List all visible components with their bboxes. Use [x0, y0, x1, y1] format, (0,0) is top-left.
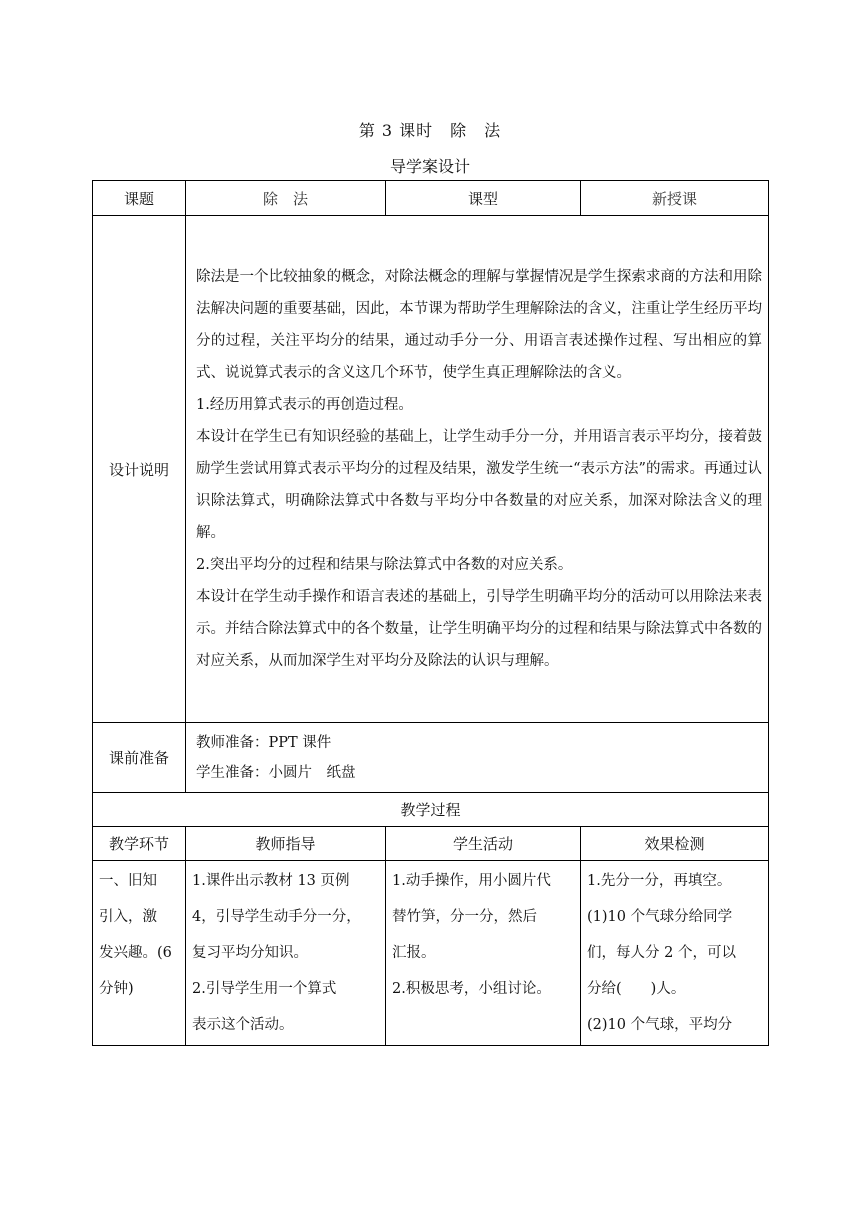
stage-line: 一、旧知 — [99, 873, 157, 889]
student-line: 1.动手操作，用小圆片代 — [392, 873, 551, 889]
lesson-plan-table — [92, 180, 769, 1046]
design-paragraph: 2.突出平均分的过程和结果与除法算式中各数的对应关系。 — [196, 557, 573, 573]
check-line: 分给( )人。 — [587, 981, 686, 997]
lesson-title: 第 3 课时 除 法 — [358, 121, 502, 140]
col-header-check: 效果检测 — [581, 827, 769, 861]
topic-value: 除 法 — [186, 181, 386, 216]
stage-line: 引入，激 — [99, 909, 157, 925]
teacher-line: 4，引导学生动手分一分， — [192, 909, 361, 925]
student-prep: 学生准备：小圆片 纸盘 — [196, 764, 356, 781]
col-header-teacher: 教师指导 — [186, 827, 386, 861]
type-label: 课型 — [386, 181, 581, 216]
design-label: 设计说明 — [93, 216, 186, 723]
page-subtitle: 导学案设计 — [389, 157, 470, 176]
col-header-student: 学生活动 — [386, 827, 581, 861]
check-line: 们，每人分 2 个，可以 — [587, 945, 736, 961]
student-line: 2.积极思考，小组讨论。 — [392, 981, 551, 997]
process-heading: 教学过程 — [93, 793, 769, 827]
teacher-prep: 教师准备：PPT 课件 — [196, 734, 332, 751]
stage-cell — [93, 861, 186, 1046]
design-paragraph: 除法是一个比较抽象的概念，对除法概念的理解与掌握情况是学生探索求商的方法和用除法解决问题的重要基础，因此，本节课为帮助学生理解除法的含义，注重让学生经历平均分的过程，关注平均分的结果，通过动手分一分、用语言表述操作过程、写出相应的算式、说说算式表示的含义这几个环节，使学生真正理解除法的含义。 — [196, 269, 762, 381]
teacher-line: 2.引导学生用一个算式 — [192, 981, 337, 997]
check-line: 1.先分一分，再填空。 — [587, 873, 732, 889]
prep-content — [186, 723, 769, 793]
stage-line: 分钟) — [99, 981, 134, 997]
col-header-stage: 教学环节 — [93, 827, 186, 861]
type-value: 新授课 — [581, 181, 769, 216]
stage-line: 发兴趣。(6 — [99, 945, 172, 961]
design-paragraph: 本设计在学生已有知识经验的基础上，让学生动手分一分，并用语言表示平均分，接着鼓励学生尝试用算式表示平均分的过程及结果，激发学生统一“表示方法”的需求。再通过认识除法算式，明确除法算式中各数与平均分中各数量的对应关系，加深对除法含义的理解。 — [196, 429, 762, 541]
teacher-line: 1.课件出示教材 13 页例 — [192, 873, 350, 889]
design-paragraph: 1.经历用算式表示的再创造过程。 — [196, 397, 413, 413]
prep-label: 课前准备 — [93, 723, 186, 793]
student-line: 汇报。 — [392, 945, 436, 961]
teacher-line: 表示这个活动。 — [192, 1017, 294, 1033]
student-line: 替竹笋，分一分，然后 — [392, 909, 537, 925]
teacher-cell — [186, 861, 386, 1046]
student-cell — [386, 861, 581, 1046]
topic-label: 课题 — [93, 181, 186, 216]
check-cell — [581, 861, 769, 1046]
design-paragraph: 本设计在学生动手操作和语言表述的基础上，引导学生明确平均分的活动可以用除法来表示。并结合除法算式中的各个数量，让学生明确平均分的过程和结果与除法算式中各数的对应关系，从而加深学生对平均分及除法的认识与理解。 — [196, 589, 762, 669]
check-line: (1)10 个气球分给同学 — [587, 909, 733, 925]
design-description — [186, 216, 769, 723]
check-line: (2)10 个气球，平均分 — [587, 1017, 733, 1033]
teacher-line: 复习平均分知识。 — [192, 945, 308, 961]
